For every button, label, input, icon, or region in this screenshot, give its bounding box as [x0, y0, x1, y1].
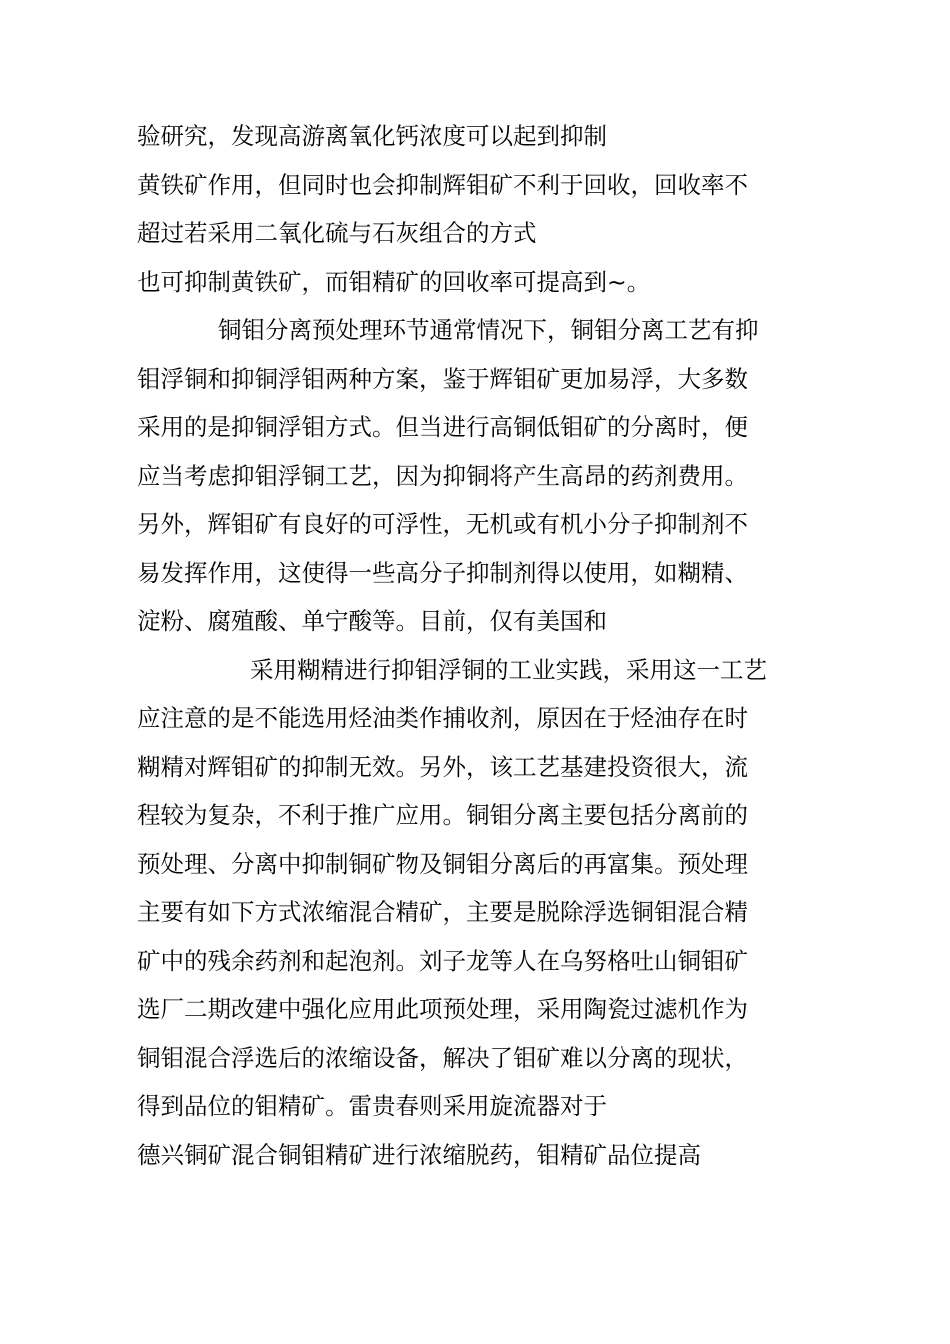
text-line: 铜钼混合浮选后的浓缩设备，解决了钼矿难以分离的现状， [137, 1043, 748, 1072]
text-line: 也可抑制黄铁矿，而钼精矿的回收率可提高到~。 [137, 267, 651, 296]
text-line: 主要有如下方式浓缩混合精矿，主要是脱除浮选铜钼混合精 [137, 898, 748, 926]
body-text [137, 112, 827, 1179]
text-line: 淀粉、腐殖酸、单宁酸等。目前，仅有美国和 [137, 607, 607, 635]
text-line: 铜钼分离预处理环节通常情况下，铜钼分离工艺有抑 [218, 316, 759, 344]
text-line: 采用糊精进行抑钼浮铜的工业实践，采用这一工艺 [250, 655, 767, 684]
text-line: 易发挥作用，这使得一些高分子抑制剂得以使用，如糊精、 [137, 558, 748, 587]
text-line: 验研究，发现高游离氧化钙浓度可以起到抑制 [137, 122, 607, 150]
text-line: 德兴铜矿混合铜钼精矿进行浓缩脱药，钼精矿品位提高 [137, 1140, 701, 1169]
text-line: 采用的是抑铜浮钼方式。但当进行高铜低钼矿的分离时，便 [137, 413, 748, 441]
text-line: 糊精对辉钼矿的抑制无效。另外，该工艺基建投资很大，流 [137, 752, 748, 781]
text-line: 钼浮铜和抑铜浮钼两种方案，鉴于辉钼矿更加易浮，大多数 [137, 364, 748, 393]
text-line: 超过若采用二氧化硫与石灰组合的方式 [137, 219, 537, 247]
text-line: 黄铁矿作用，但同时也会抑制辉钼矿不利于回收，回收率不 [137, 170, 748, 199]
text-line: 得到品位的钼精矿。雷贵春则采用旋流器对于 [137, 1092, 607, 1120]
text-line: 矿中的残余药剂和起泡剂。刘子龙等人在乌努格吐山铜钼矿 [137, 946, 748, 975]
text-line: 程较为复杂，不利于推广应用。铜钼分离主要包括分离前的 [137, 801, 748, 829]
text-line: 选厂二期改建中强化应用此项预处理，采用陶瓷过滤机作为 [137, 995, 748, 1023]
text-line: 另外，辉钼矿有良好的可浮性，无机或有机小分子抑制剂不 [137, 510, 748, 538]
text-line: 预处理、分离中抑制铜矿物及铜钼分离后的再富集。预处理 [137, 849, 748, 878]
text-line: 应注意的是不能选用烃油类作捕收剂，原因在于烃油存在时 [137, 704, 748, 732]
text-line: 应当考虑抑钼浮铜工艺，因为抑铜将产生高昂的药剂费用。 [137, 461, 748, 490]
